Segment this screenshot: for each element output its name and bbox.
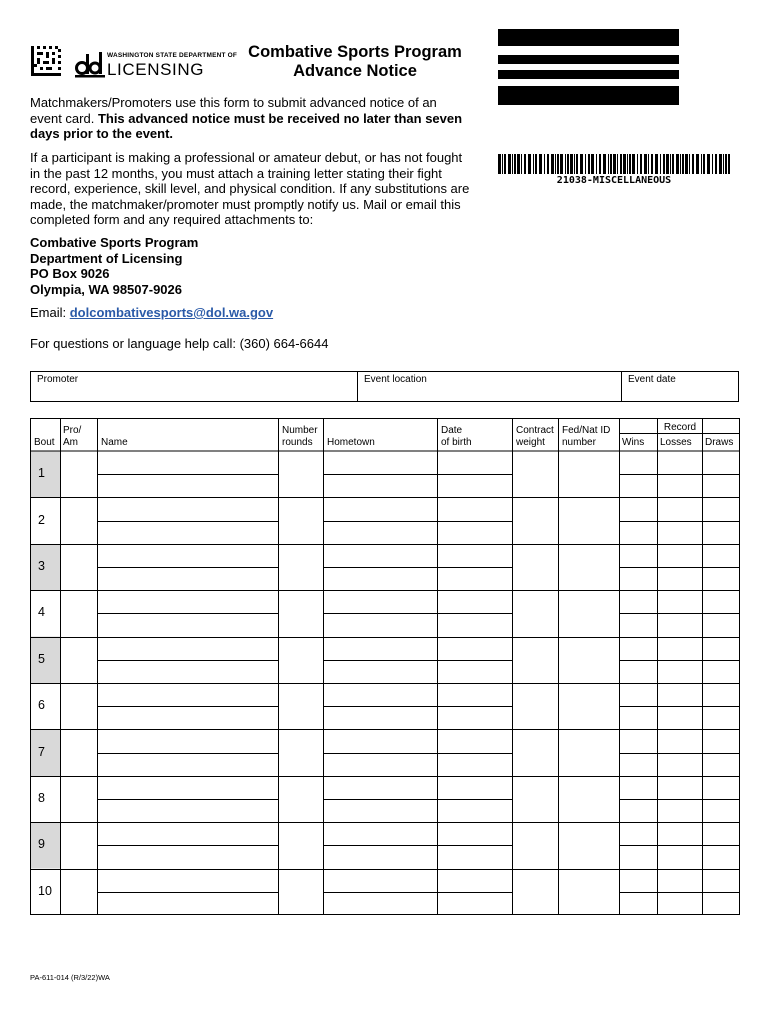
header-pro-am	[63, 425, 81, 449]
header-draws: Draws	[705, 437, 734, 448]
bout-number: 3	[38, 559, 45, 573]
event-date-label: Event date	[628, 374, 676, 385]
header-fed-id	[562, 425, 610, 449]
bout-number: 10	[38, 883, 52, 898]
email-line	[30, 305, 273, 320]
bout-number: 6	[38, 698, 45, 713]
header-fed-id-1: Fed/Nat ID	[562, 425, 611, 436]
header-weight-1: Contract	[516, 425, 554, 436]
intro-paragraph-1	[30, 95, 470, 142]
header-bout: Bout	[34, 437, 55, 448]
header-weight-2: weight	[516, 437, 545, 448]
header-record: Record	[663, 422, 697, 433]
email-link[interactable]: dolcombativesports@dol.wa.gov	[69, 305, 274, 320]
dol-logo-icon	[75, 50, 105, 78]
header-weight	[516, 425, 554, 449]
email-label: Email:	[30, 305, 70, 320]
phone-line: For questions or language help call: (360) 664-6644	[30, 336, 329, 351]
header-wins: Wins	[622, 437, 645, 448]
bout-number: 2	[38, 512, 45, 527]
address-line-1: Combative Sports Program	[30, 235, 199, 250]
intro-text: Matchmakers/Promoters use this form to submit advanced notice of an event card.	[30, 95, 437, 126]
bout-number: 1	[38, 466, 45, 481]
header-name: Name	[101, 437, 128, 448]
bout-number: 5	[38, 651, 45, 666]
datamatrix-code	[31, 46, 61, 76]
event-info-box	[30, 371, 739, 402]
bout-number: 8	[38, 791, 45, 805]
header-rounds	[282, 425, 318, 449]
promoter-field[interactable]	[31, 372, 357, 401]
scan-bars	[498, 29, 679, 105]
bout-table	[30, 418, 740, 915]
address-line-3: PO Box 9026	[30, 266, 110, 281]
header-rounds-1: Number	[282, 425, 318, 436]
header-fed-id-2: number	[562, 437, 596, 448]
header-dob-2: of birth	[441, 437, 472, 448]
table-grid-lines	[30, 418, 740, 915]
mailing-address	[30, 235, 198, 297]
form-number: PA-611-014 (R/3/22)WA	[30, 973, 110, 982]
logo-department-text: WASHINGTON STATE DEPARTMENT OF	[107, 52, 238, 59]
header-rounds-2: rounds	[282, 437, 313, 448]
promoter-label: Promoter	[37, 374, 79, 385]
title-line-1: Combative Sports Program	[248, 43, 462, 61]
header-losses: Losses	[660, 437, 692, 448]
intro-deadline-text: This advanced notice must be received no later than seven days prior to the event.	[30, 110, 463, 141]
event-location-label: Event location	[364, 374, 427, 385]
bout-number: 4	[38, 605, 45, 620]
address-line-2: Department of Licensing	[30, 250, 183, 266]
address-line-4: Olympia, WA 98507-9026	[30, 281, 182, 297]
barcode-label: 21038-MISCELLANEOUS	[556, 175, 672, 186]
logo-licensing-text: LICENSING	[107, 60, 205, 79]
header-dob-1: Date	[441, 425, 463, 436]
bout-number: 7	[38, 744, 45, 759]
barcode-icon	[498, 154, 730, 174]
bout-number: 9	[38, 837, 45, 852]
event-location-field[interactable]	[357, 372, 621, 401]
event-date-field[interactable]	[621, 372, 738, 401]
title-line-2: Advance Notice	[293, 62, 417, 80]
header-pro-am-1: Pro/	[63, 425, 82, 436]
intro-paragraph-2: If a participant is making a professional or amateur debut, or has not fought in the past 12 months, you must attach a training letter stating their fight record, experience, skill level, and physical condition. If any substitutions are made, the matchmaker/promoter must promptly notify us. Mail or email this completed form and any required attachments to:	[30, 150, 470, 227]
header-hometown: Hometown	[327, 437, 375, 448]
header-pro-am-2: Am	[63, 437, 78, 448]
form-title	[225, 43, 485, 81]
header-dob	[441, 425, 472, 449]
